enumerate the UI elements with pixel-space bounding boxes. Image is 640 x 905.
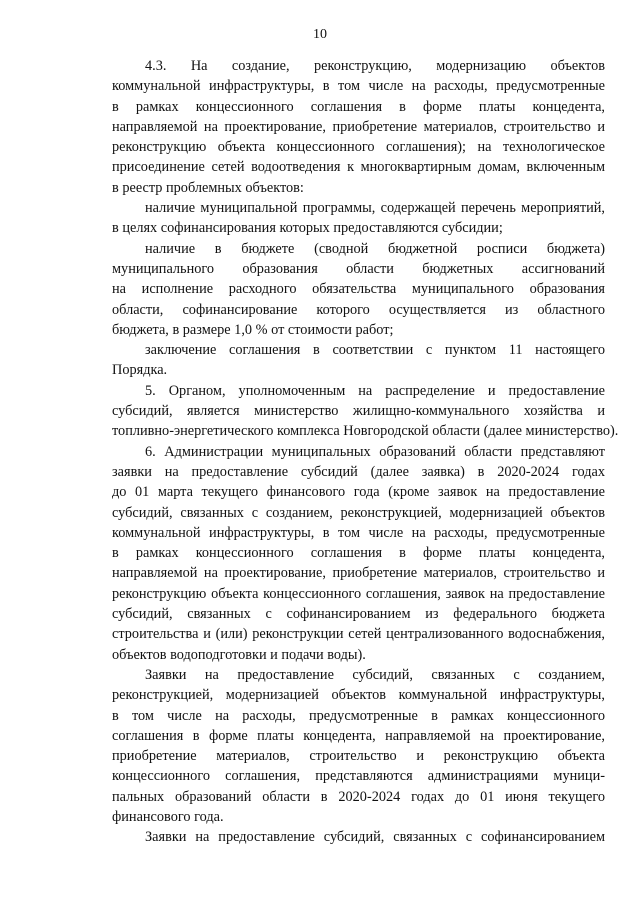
text-line: коммунальной инфраструктуры, в том числе на расходы, предусмотренные — [112, 524, 605, 541]
text-line: присоединение сетей водоотведения к многоквартирным домам, включенным — [112, 159, 605, 176]
text-line: Порядка. — [112, 362, 168, 379]
text-line: объектов водоподготовки и подачи воды). — [112, 646, 366, 663]
text-line: строительства и (или) реконструкции сетей централизованного водоснабжения, — [112, 626, 605, 643]
text-line: заключение соглашения в соответствии с пунктом 11 настоящего — [145, 342, 605, 359]
text-line: Заявки на предоставление субсидий, связанных с созданием, — [145, 666, 605, 683]
page-number: 10 — [313, 27, 327, 42]
text-line: направляемой на проектирование, приобретение материалов, строительство и — [112, 565, 605, 582]
text-line: реконструкцию объекта концессионного соглашения); на технологическое — [112, 139, 605, 156]
text-line: бюджета, в размере 1,0 % от стоимости работ; — [112, 321, 394, 338]
text-line: субсидий, является министерство жилищно-коммунального хозяйства и — [112, 403, 605, 420]
text-line: соглашения в форме платы концедента, направляемой на проектирование, — [112, 727, 605, 744]
text-line: топливно-энергетического комплекса Новгородской области (далее министерство). — [112, 423, 619, 440]
text-line: наличие в бюджете (сводной бюджетной росписи бюджета) — [145, 240, 605, 257]
text-line: на исполнение расходного обязательства муниципального образования — [112, 281, 605, 298]
text-line: в рамках концессионного соглашения в форме платы концедента, — [112, 98, 605, 115]
text-line: направляемой на проектирование, приобретение материалов, строительство и — [112, 118, 605, 135]
text-line: 6. Администрации муниципальных образований области представляют — [145, 443, 605, 460]
document-body — [112, 56, 619, 848]
text-line: в том числе на расходы, предусмотренные в рамках концессионного — [112, 707, 605, 724]
text-line: в целях софинансирования которых предоставляются субсидии; — [112, 220, 503, 237]
text-line: в рамках концессионного соглашения в форме платы концедента, — [112, 545, 605, 562]
text-line: области, софинансирование которого осуществляется из областного — [112, 301, 605, 318]
text-line: субсидий, связанных с софинансированием из федерального бюджета — [112, 606, 605, 623]
text-line: муниципального образования области бюджетных ассигнований — [112, 260, 605, 277]
text-line: коммунальной инфраструктуры, в том числе на расходы, предусмотренные — [112, 78, 605, 95]
text-line: до 01 марта текущего финансового года (кроме заявок на предоставление — [112, 484, 605, 501]
text-line: пальных образований области в 2020-2024 годах до 01 июня текущего — [112, 788, 605, 805]
text-line: заявки на предоставление субсидий (далее заявка) в 2020-2024 годах — [112, 463, 605, 480]
text-line: в реестр проблемных объектов: — [112, 179, 304, 196]
text-line: реконструкцией, модернизацией объектов коммунальной инфраструктуры, — [112, 687, 605, 704]
text-line: приобретение материалов, строительство и реконструкцию объекта — [112, 748, 605, 765]
text-line: реконструкцию объекта концессионного соглашения, заявок на предоставление — [112, 585, 605, 602]
text-line: финансового года. — [112, 808, 224, 825]
text-line: 5. Органом, уполномоченным на распределение и предоставление — [145, 382, 605, 399]
text-line: концессионного соглашения, представляются администрациями муници- — [112, 768, 605, 785]
text-line: наличие муниципальной программы, содержащей перечень мероприятий, — [145, 200, 605, 217]
text-line: субсидий, связанных с созданием, реконструкцией, модернизацией объектов — [112, 504, 605, 521]
text-line: 4.3. На создание, реконструкцию, модернизацию объектов — [145, 58, 605, 74]
text-line: Заявки на предоставление субсидий, связанных с софинансированием — [145, 829, 605, 846]
